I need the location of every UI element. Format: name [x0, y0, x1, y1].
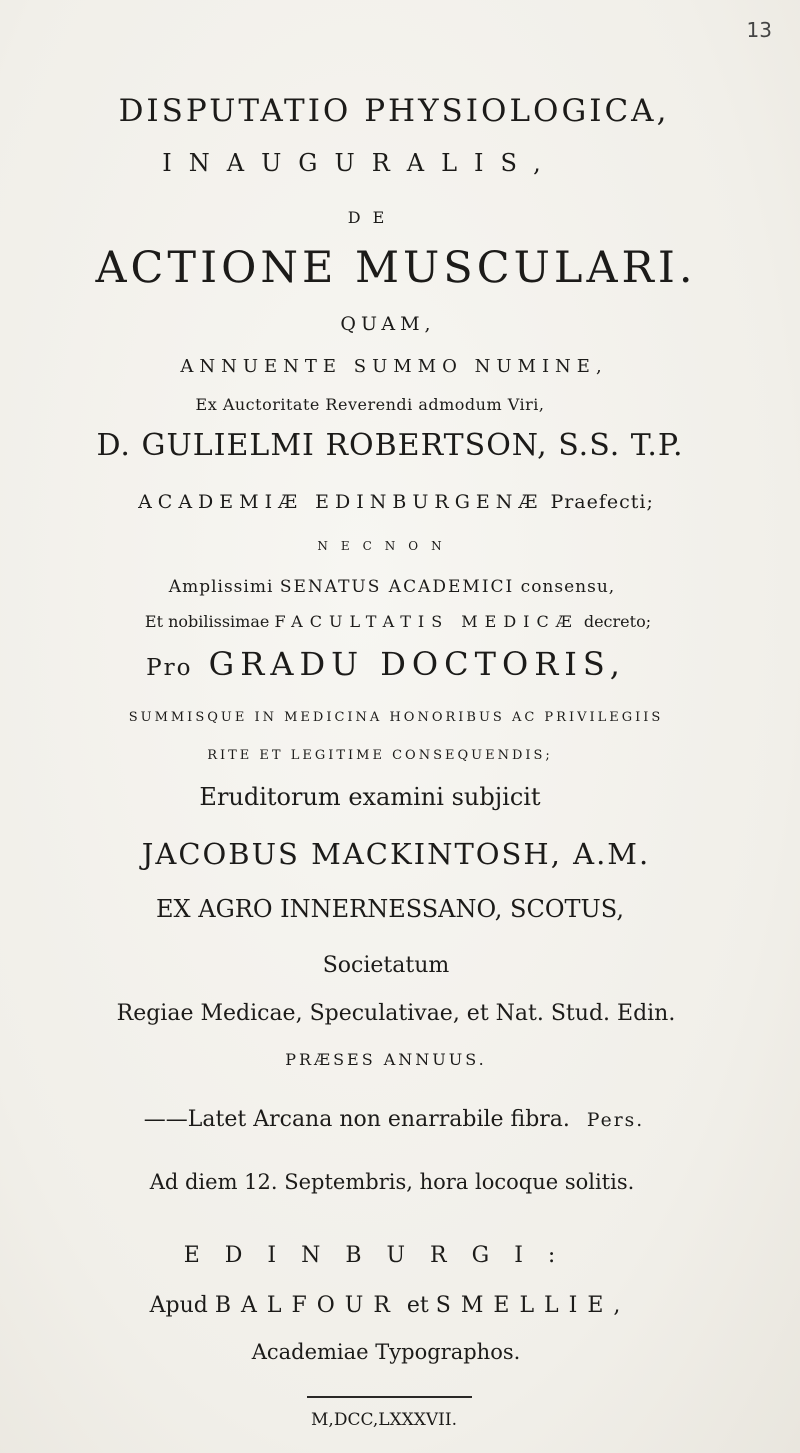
- facultatis-line: [0, 614, 798, 630]
- regiae-line: Regiae Medicae, Speculativae, et Nat. Stud. Edin.: [116, 1001, 676, 1026]
- printer-et: et: [406, 1293, 429, 1318]
- societatum-line: Societatum: [322, 953, 450, 978]
- title-de: DE: [347, 208, 397, 227]
- title-inauguralis: INAUGURALIS,: [162, 149, 558, 177]
- senatus-line: [0, 579, 792, 596]
- praeses-line: PRÆSES ANNUUS.: [285, 1050, 487, 1069]
- academiae-line: [0, 493, 796, 512]
- title-actione-musculari: ACTIONE MUSCULARI.: [95, 243, 697, 293]
- necnon-line: NECNON: [317, 539, 455, 553]
- pro: Pro: [146, 655, 193, 681]
- praefecti: Praefecti;: [550, 491, 654, 513]
- printer-line: [0, 1295, 790, 1317]
- robertson-line: D. GULIELMI ROBERTSON, S.S. T.P.: [96, 428, 684, 463]
- gradu-doctoris: GRADU DOCTORIS,: [208, 645, 626, 683]
- motto-source: Pers.: [586, 1110, 645, 1131]
- eruditorum-line: Eruditorum examini subjicit: [199, 783, 541, 811]
- gradu-doctoris-line: [0, 645, 786, 683]
- rite-line: RITE ET LEGITIME CONSEQUENDIS;: [207, 748, 553, 763]
- summisque-line: SUMMISQUE IN MEDICINA HONORIBUS AC PRIVILEGIIS: [128, 710, 664, 725]
- motto-dash: ——: [143, 1107, 188, 1132]
- printer-smellie: SMELLIE,: [435, 1293, 631, 1318]
- printer-balfour: BALFOUR: [214, 1293, 400, 1318]
- nobilissimae: Et nobilissimae: [144, 612, 270, 631]
- imprint-year: M,DCC,LXXXVII.: [311, 1410, 457, 1430]
- academiae-edinburgenae: ACADEMIÆ EDINBURGENÆ: [138, 491, 544, 513]
- date-line: Ad diem 12. Septembris, hora locoque solitis.: [149, 1170, 635, 1194]
- imprint-divider: [307, 1396, 472, 1398]
- motto-line: [0, 1109, 794, 1131]
- motto-text: Latet Arcana non enarrabile fibra.: [187, 1107, 570, 1132]
- page-number: 13: [746, 18, 772, 42]
- auctoritate-line: Ex Auctoritate Reverendi admodum Viri,: [195, 395, 545, 414]
- typographos-line: Academiae Typographos.: [251, 1340, 521, 1364]
- title-disputatio: DISPUTATIO PHYSIOLOGICA,: [118, 93, 670, 129]
- annuente-line: ANNUENTE SUMMO NUMINE,: [180, 356, 608, 377]
- amplissimi: Amplissimi: [168, 577, 274, 597]
- facultatis-medicae: FACULTATIS MEDICÆ: [274, 612, 579, 631]
- senatus-academici: SENATUS ACADEMICI: [279, 577, 515, 597]
- ex-agro-line: EX AGRO INNERNESSANO, SCOTUS,: [156, 895, 624, 923]
- decreto: decreto;: [583, 612, 652, 631]
- apud: Apud: [149, 1293, 208, 1318]
- imprint-city: EDINBURGI:: [183, 1243, 581, 1268]
- consensu: consensu,: [520, 577, 616, 597]
- quam-line: QUAM,: [340, 313, 436, 335]
- author-name: JACOBUS MACKINTOSH, A.M.: [141, 837, 651, 871]
